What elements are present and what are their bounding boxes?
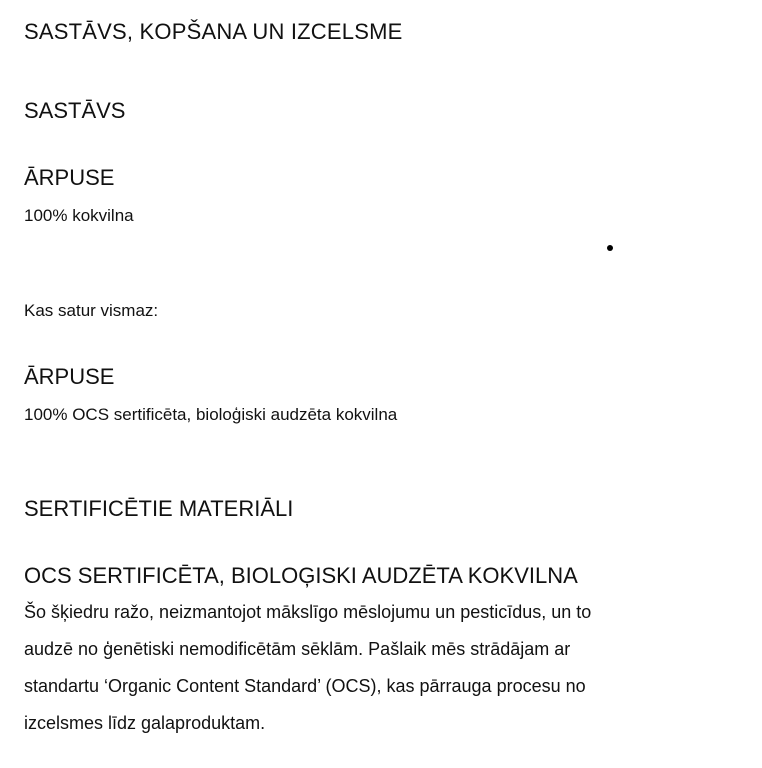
cursor-dot — [607, 245, 613, 251]
outer-label: ĀRPUSE — [24, 165, 115, 190]
material-title: OCS SERTIFICĒTA, BIOLOĢISKI AUDZĒTA KOKVILNA — [24, 563, 578, 588]
description-line: izcelsmes līdz galaproduktam. — [24, 713, 266, 733]
outer-value-certified: 100% OCS sertificēta, bioloģiski audzēta kokvilna — [24, 405, 398, 424]
contains-at-least-text: Kas satur vismaz: — [24, 301, 159, 320]
outer-label-certified: ĀRPUSE — [24, 364, 115, 389]
description-line: audzē no ģenētiski nemodificētām sēklām. Pašlaik mēs strādājam ar — [24, 639, 571, 659]
description-line: Šo šķiedru ražo, neizmantojot mākslīgo mēslojumu un pesticīdus, un to — [24, 602, 592, 622]
description-line: standartu ‘Organic Content Standard’ (OCS), kas pārrauga procesu no — [24, 676, 586, 696]
page-title: SASTĀVS, KOPŠANA UN IZCELSME — [24, 19, 403, 44]
composition-heading: SASTĀVS — [24, 98, 126, 123]
outer-value: 100% kokvilna — [24, 206, 134, 225]
material-description — [24, 594, 724, 742]
certified-materials-heading: SERTIFICĒTIE MATERIĀLI — [24, 496, 294, 521]
